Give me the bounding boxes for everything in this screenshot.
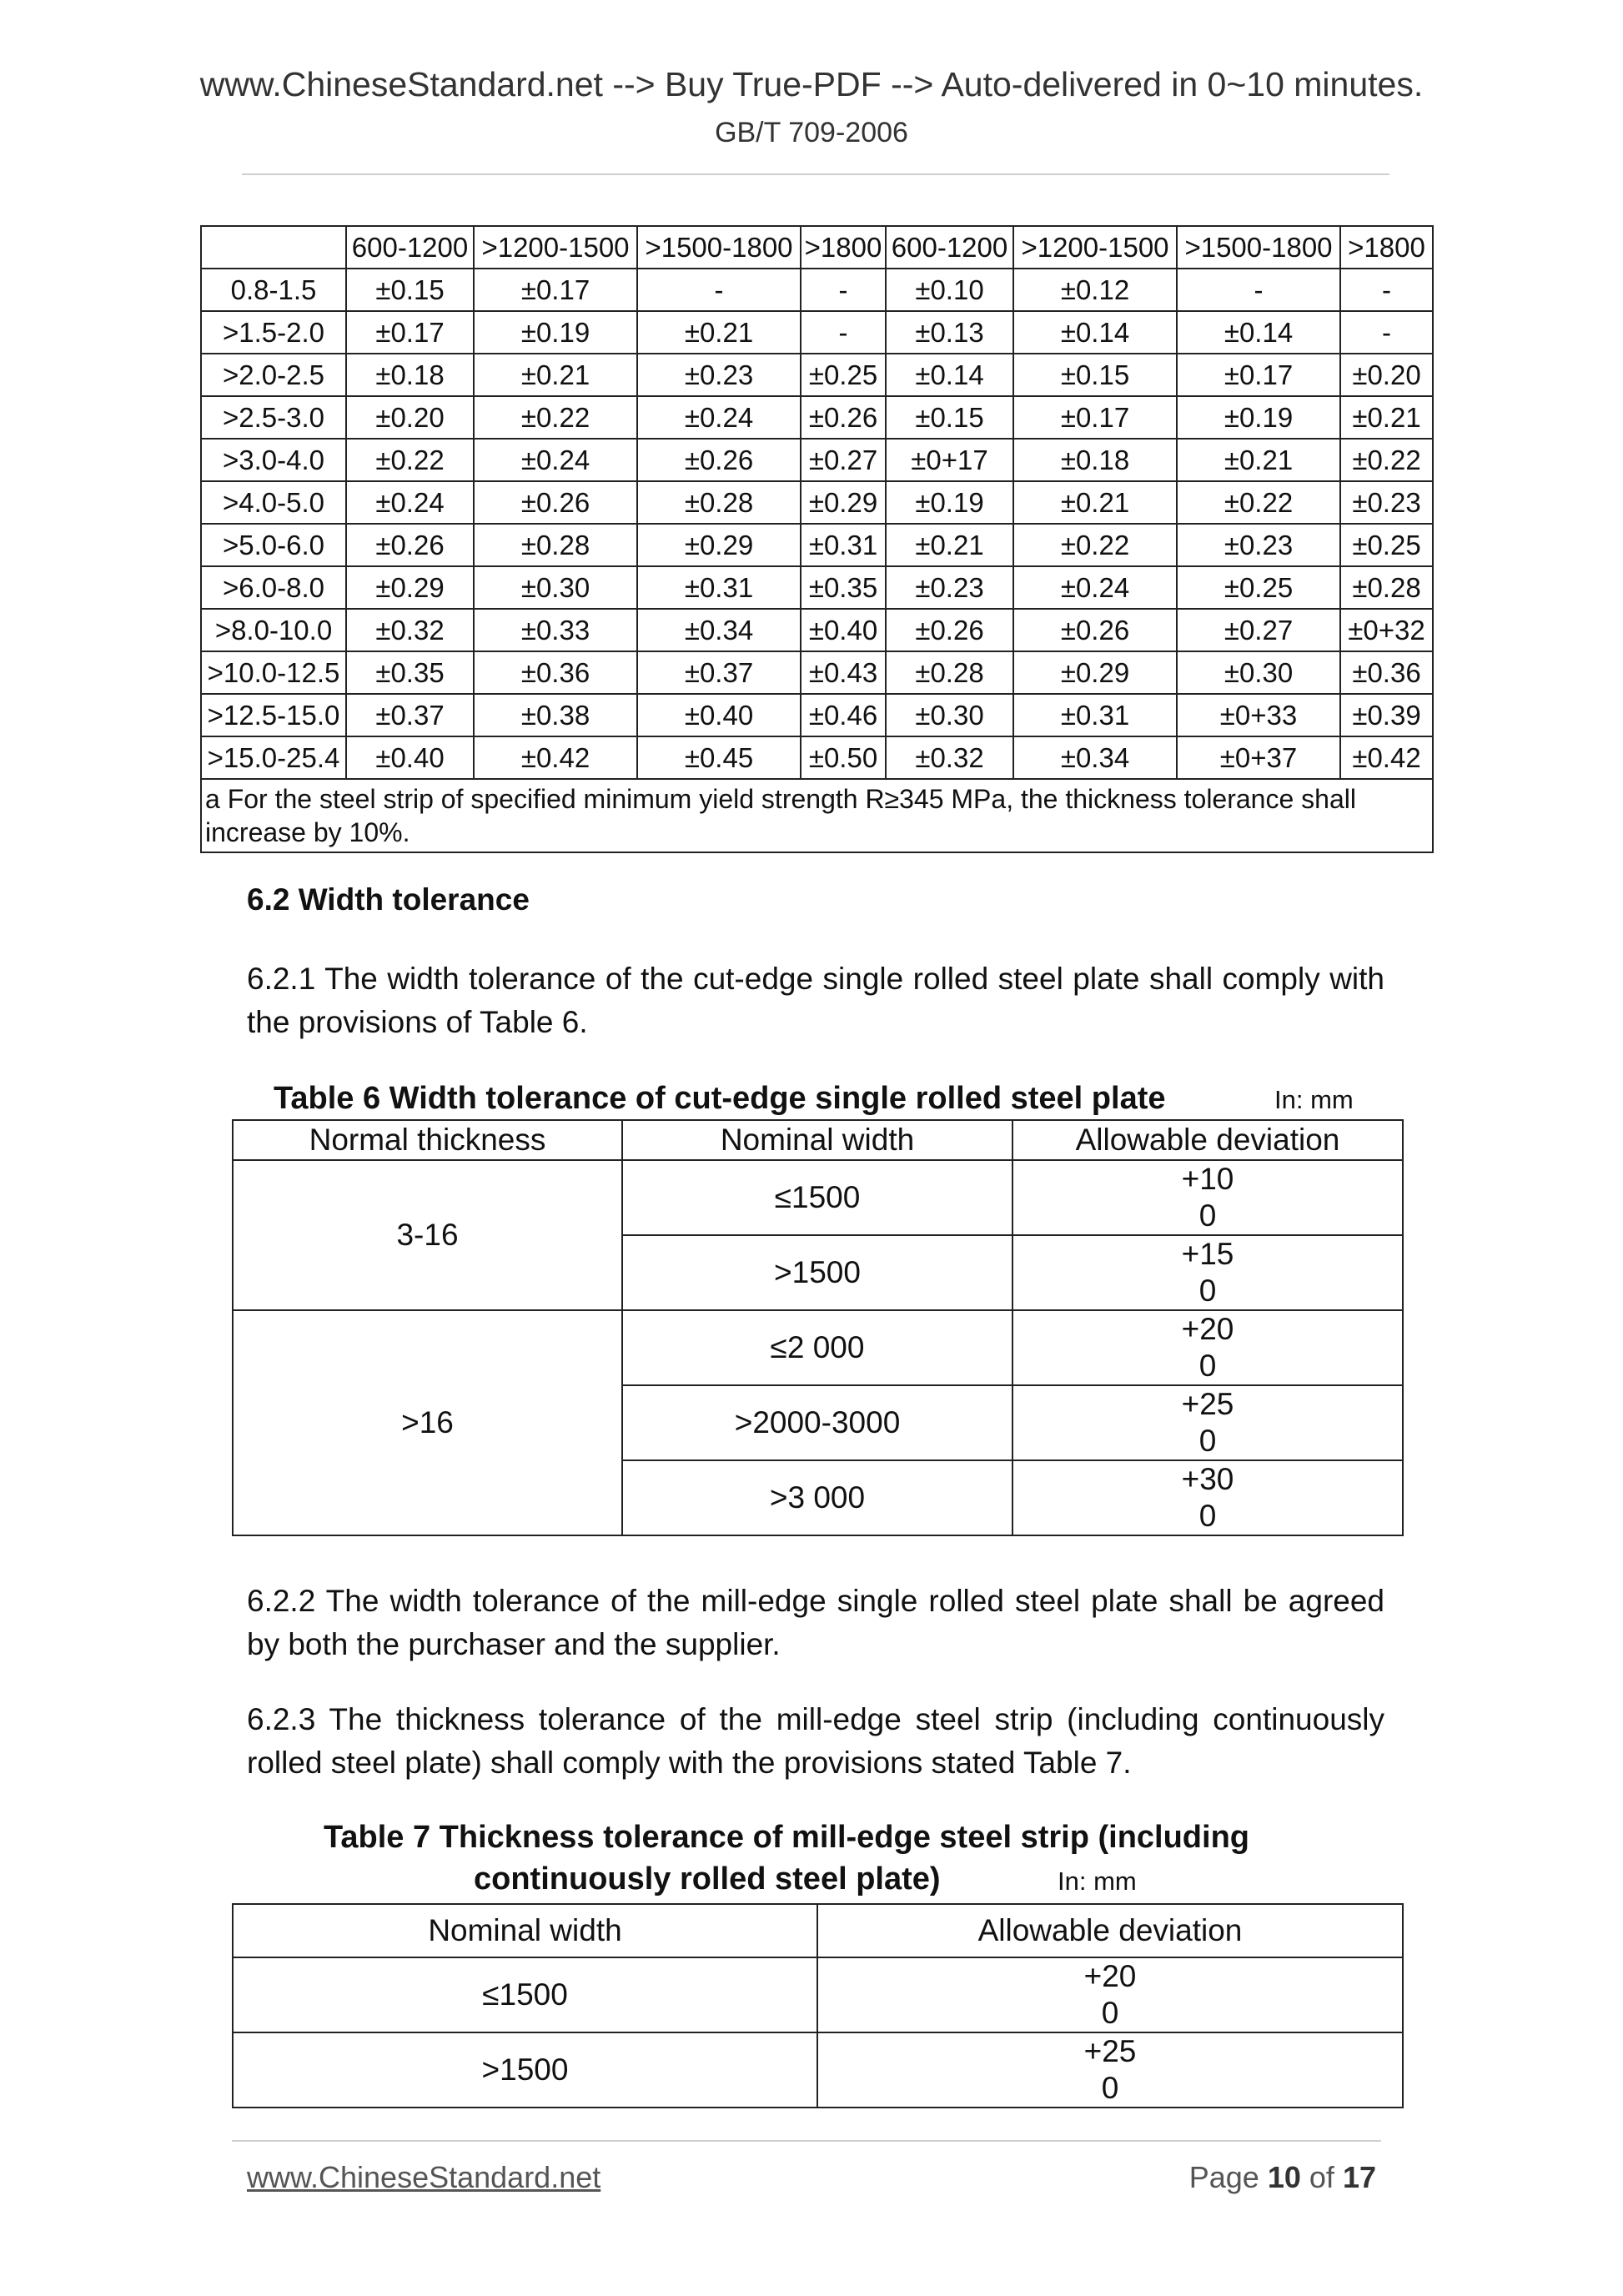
width-tolerance-table bbox=[232, 1119, 1404, 1536]
tolerance-cell: ±0.35 bbox=[346, 651, 474, 694]
column-header: >1800 bbox=[1340, 226, 1433, 269]
width-cell: >1500 bbox=[233, 2032, 817, 2108]
tolerance-cell: ±0.42 bbox=[1340, 736, 1433, 779]
tolerance-cell: ±0.29 bbox=[1013, 651, 1177, 694]
footer-site-link[interactable]: www.ChineseStandard.net bbox=[247, 2160, 601, 2194]
lower-deviation: 0 bbox=[1198, 1198, 1217, 1233]
thickness-range-cell: 0.8-1.5 bbox=[201, 269, 346, 311]
tolerance-cell: ±0.26 bbox=[637, 439, 801, 481]
deviation-cell bbox=[817, 1957, 1403, 2032]
table-row bbox=[201, 524, 1433, 566]
tolerance-cell: ±0.25 bbox=[801, 354, 886, 396]
tolerance-cell: ±0.26 bbox=[801, 396, 886, 439]
tolerance-cell: ±0.27 bbox=[801, 439, 886, 481]
tolerance-cell: ±0.21 bbox=[886, 524, 1013, 566]
tolerance-cell: ±0.35 bbox=[801, 566, 886, 609]
thickness-range-cell: >4.0-5.0 bbox=[201, 481, 346, 524]
upper-deviation: +10 bbox=[1181, 1162, 1234, 1196]
tolerance-cell: - bbox=[801, 311, 886, 354]
tolerance-cell: ±0.13 bbox=[886, 311, 1013, 354]
column-header bbox=[201, 226, 346, 269]
table-row bbox=[201, 481, 1433, 524]
column-header: 600-1200 bbox=[346, 226, 474, 269]
tolerance-cell: ±0.40 bbox=[637, 694, 801, 736]
tolerance-cell: ±0.22 bbox=[346, 439, 474, 481]
lower-deviation: 0 bbox=[1198, 1499, 1217, 1533]
tolerance-cell: ±0.23 bbox=[1340, 481, 1433, 524]
tolerance-cell: ±0.25 bbox=[1177, 566, 1340, 609]
tolerance-cell: ±0.15 bbox=[886, 396, 1013, 439]
tolerance-cell: ±0.27 bbox=[1177, 609, 1340, 651]
lower-deviation: 0 bbox=[1198, 1424, 1217, 1458]
column-header: >1500-1800 bbox=[1177, 226, 1340, 269]
tolerance-cell: ±0.20 bbox=[346, 396, 474, 439]
tolerance-cell: - bbox=[1177, 269, 1340, 311]
thickness-range-cell: >6.0-8.0 bbox=[201, 566, 346, 609]
tolerance-cell: ±0+17 bbox=[886, 439, 1013, 481]
deviation-cell bbox=[1012, 1160, 1403, 1235]
thickness-range-cell: >12.5-15.0 bbox=[201, 694, 346, 736]
tolerance-cell: ±0.17 bbox=[1177, 354, 1340, 396]
tolerance-cell: ±0.29 bbox=[346, 566, 474, 609]
tolerance-cell: ±0.24 bbox=[474, 439, 637, 481]
tolerance-cell: ±0.26 bbox=[346, 524, 474, 566]
deviation-cell bbox=[817, 2032, 1403, 2108]
thickness-tolerance-table bbox=[200, 225, 1434, 853]
tolerance-cell: ±0+32 bbox=[1340, 609, 1433, 651]
tolerance-cell: ±0.21 bbox=[474, 354, 637, 396]
tolerance-cell: ±0.45 bbox=[637, 736, 801, 779]
table-7-title-line1: Table 7 Thickness tolerance of mill-edge steel strip (including bbox=[324, 1820, 1249, 1855]
column-header: Normal thickness bbox=[233, 1120, 622, 1160]
tolerance-cell: ±0.37 bbox=[346, 694, 474, 736]
upper-deviation: +20 bbox=[1181, 1312, 1234, 1346]
tolerance-cell: ±0.10 bbox=[886, 269, 1013, 311]
lower-deviation: 0 bbox=[1198, 1274, 1217, 1308]
width-cell: >2000-3000 bbox=[622, 1385, 1012, 1460]
tolerance-cell: ±0.26 bbox=[886, 609, 1013, 651]
tolerance-cell: - bbox=[801, 269, 886, 311]
tolerance-cell: ±0.22 bbox=[1177, 481, 1340, 524]
thickness-range-cell: >8.0-10.0 bbox=[201, 609, 346, 651]
tolerance-cell: ±0.19 bbox=[886, 481, 1013, 524]
paragraph-6-2-1: 6.2.1 The width tolerance of the cut-edge single rolled steel plate shall comply with the provisions of Table 6. bbox=[247, 962, 1384, 1039]
deviation-cell bbox=[1012, 1235, 1403, 1310]
tolerance-cell: ±0.46 bbox=[801, 694, 886, 736]
column-header: >1200-1500 bbox=[474, 226, 637, 269]
upper-deviation: +25 bbox=[1083, 2034, 1137, 2068]
table-6-unit: In: mm bbox=[1274, 1085, 1354, 1114]
tolerance-cell: ±0.21 bbox=[1340, 396, 1433, 439]
tolerance-cell: ±0.38 bbox=[474, 694, 637, 736]
tolerance-cell: ±0+33 bbox=[1177, 694, 1340, 736]
tolerance-cell: ±0.36 bbox=[1340, 651, 1433, 694]
deviation-cell bbox=[1012, 1460, 1403, 1535]
tolerance-cell: ±0.15 bbox=[1013, 354, 1177, 396]
tolerance-cell: ±0.24 bbox=[637, 396, 801, 439]
tolerance-cell: ±0.17 bbox=[1013, 396, 1177, 439]
header-divider bbox=[242, 173, 1389, 175]
page-label: Page bbox=[1188, 2160, 1259, 2194]
tolerance-cell: ±0.24 bbox=[346, 481, 474, 524]
tolerance-cell: ±0.22 bbox=[474, 396, 637, 439]
tolerance-cell: ±0.40 bbox=[346, 736, 474, 779]
tolerance-cell: ±0.17 bbox=[474, 269, 637, 311]
section-heading: 6.2 Width tolerance bbox=[247, 882, 530, 917]
table-row bbox=[201, 566, 1433, 609]
footer-divider bbox=[232, 2140, 1381, 2142]
width-cell: >1500 bbox=[622, 1235, 1012, 1310]
table-row bbox=[201, 651, 1433, 694]
thickness-range-cell: >5.0-6.0 bbox=[201, 524, 346, 566]
table-row bbox=[233, 1160, 1403, 1235]
upper-deviation: +30 bbox=[1181, 1462, 1234, 1496]
thickness-range-cell: >2.5-3.0 bbox=[201, 396, 346, 439]
column-header: Allowable deviation bbox=[817, 1904, 1403, 1957]
tolerance-cell: ±0.28 bbox=[886, 651, 1013, 694]
tolerance-cell: ±0.31 bbox=[801, 524, 886, 566]
mill-edge-tolerance-table bbox=[232, 1903, 1404, 2108]
lower-deviation: 0 bbox=[1101, 2071, 1119, 2105]
table-6-title: Table 6 Width tolerance of cut-edge single rolled steel plate bbox=[274, 1081, 1166, 1116]
thickness-range-cell: >15.0-25.4 bbox=[201, 736, 346, 779]
column-header: >1800 bbox=[801, 226, 886, 269]
tolerance-cell: ±0.21 bbox=[1013, 481, 1177, 524]
thickness-cell: 3-16 bbox=[233, 1160, 622, 1310]
tolerance-cell: ±0.34 bbox=[637, 609, 801, 651]
table-row bbox=[201, 269, 1433, 311]
upper-deviation: +15 bbox=[1181, 1237, 1234, 1271]
tolerance-cell: ±0.23 bbox=[637, 354, 801, 396]
paragraph-6-2-3: 6.2.3 The thickness tolerance of the mill-edge steel strip (including continuously rolled steel plate) shall comply with the provisions stated Table 7. bbox=[247, 1702, 1384, 1780]
header-banner-text: www.ChineseStandard.net --> Buy True-PDF --> Auto-delivered in 0~10 minutes. bbox=[199, 65, 1424, 103]
table-7-unit: In: mm bbox=[1058, 1866, 1137, 1896]
table-row bbox=[233, 1310, 1403, 1385]
thickness-range-cell: >2.0-2.5 bbox=[201, 354, 346, 396]
tolerance-cell: ±0.50 bbox=[801, 736, 886, 779]
page-of-label: of bbox=[1309, 2160, 1334, 2194]
tolerance-cell: ±0.21 bbox=[1177, 439, 1340, 481]
tolerance-cell: ±0.22 bbox=[1013, 524, 1177, 566]
lower-deviation: 0 bbox=[1198, 1349, 1217, 1383]
upper-deviation: +20 bbox=[1083, 1959, 1137, 1993]
tolerance-cell: ±0.14 bbox=[1013, 311, 1177, 354]
table-row bbox=[201, 439, 1433, 481]
page-total: 17 bbox=[1342, 2160, 1376, 2194]
column-header: Nominal width bbox=[622, 1120, 1012, 1160]
tolerance-cell: ±0.18 bbox=[1013, 439, 1177, 481]
page-current: 10 bbox=[1267, 2160, 1301, 2194]
tolerance-cell: ±0.28 bbox=[1340, 566, 1433, 609]
tolerance-cell: ±0.17 bbox=[346, 311, 474, 354]
tolerance-cell: ±0.22 bbox=[1340, 439, 1433, 481]
paragraph-6-2-2: 6.2.2 The width tolerance of the mill-edge single rolled steel plate shall be agreed by both the purchaser and the supplier. bbox=[247, 1584, 1384, 1661]
tolerance-cell: ±0.33 bbox=[474, 609, 637, 651]
tolerance-cell: ±0.36 bbox=[474, 651, 637, 694]
tolerance-cell: ±0.26 bbox=[474, 481, 637, 524]
tolerance-cell: ±0.28 bbox=[637, 481, 801, 524]
tolerance-cell: ±0.20 bbox=[1340, 354, 1433, 396]
tolerance-cell: ±0.31 bbox=[637, 566, 801, 609]
tolerance-cell: ±0.30 bbox=[1177, 651, 1340, 694]
tolerance-cell: ±0.25 bbox=[1340, 524, 1433, 566]
width-cell: ≤2 000 bbox=[622, 1310, 1012, 1385]
tolerance-cell: ±0.14 bbox=[886, 354, 1013, 396]
lower-deviation: 0 bbox=[1101, 1996, 1119, 2030]
tolerance-cell: ±0.19 bbox=[1177, 396, 1340, 439]
tolerance-cell: ±0.29 bbox=[637, 524, 801, 566]
tolerance-cell: ±0.14 bbox=[1177, 311, 1340, 354]
tolerance-cell: ±0.30 bbox=[474, 566, 637, 609]
table-row bbox=[201, 694, 1433, 736]
tolerance-cell: ±0.23 bbox=[1177, 524, 1340, 566]
page-indicator bbox=[1189, 2160, 1376, 2195]
width-cell: ≤1500 bbox=[233, 1957, 817, 2032]
tolerance-cell: - bbox=[1340, 269, 1433, 311]
tolerance-cell: ±0.19 bbox=[474, 311, 637, 354]
tolerance-cell: ±0.42 bbox=[474, 736, 637, 779]
deviation-cell bbox=[1012, 1385, 1403, 1460]
tolerance-cell: ±0.12 bbox=[1013, 269, 1177, 311]
tolerance-cell: ±0.15 bbox=[346, 269, 474, 311]
tolerance-cell: ±0.34 bbox=[1013, 736, 1177, 779]
width-cell: ≤1500 bbox=[622, 1160, 1012, 1235]
table-footnote: a For the steel strip of specified minimum yield strength R≥345 MPa, the thickness tolerance shall increase by 10%. bbox=[201, 779, 1433, 852]
thickness-range-cell: >3.0-4.0 bbox=[201, 439, 346, 481]
table-row bbox=[201, 311, 1433, 354]
tolerance-cell: ±0.26 bbox=[1013, 609, 1177, 651]
tolerance-cell: ±0.18 bbox=[346, 354, 474, 396]
tolerance-cell: - bbox=[637, 269, 801, 311]
deviation-cell bbox=[1012, 1310, 1403, 1385]
width-cell: >3 000 bbox=[622, 1460, 1012, 1535]
tolerance-cell: ±0.39 bbox=[1340, 694, 1433, 736]
tolerance-cell: ±0.37 bbox=[637, 651, 801, 694]
thickness-range-cell: >1.5-2.0 bbox=[201, 311, 346, 354]
column-header: Allowable deviation bbox=[1012, 1120, 1403, 1160]
column-header: >1500-1800 bbox=[637, 226, 801, 269]
column-header: Nominal width bbox=[233, 1904, 817, 1957]
table-row bbox=[233, 1957, 1403, 2032]
tolerance-cell: - bbox=[1340, 311, 1433, 354]
column-header: 600-1200 bbox=[886, 226, 1013, 269]
tolerance-cell: ±0.43 bbox=[801, 651, 886, 694]
thickness-range-cell: >10.0-12.5 bbox=[201, 651, 346, 694]
table-row bbox=[201, 609, 1433, 651]
tolerance-cell: ±0.28 bbox=[474, 524, 637, 566]
upper-deviation: +25 bbox=[1181, 1387, 1234, 1421]
tolerance-cell: ±0.23 bbox=[886, 566, 1013, 609]
tolerance-cell: ±0.30 bbox=[886, 694, 1013, 736]
column-header: >1200-1500 bbox=[1013, 226, 1177, 269]
table-7-title-line2: continuously rolled steel plate) bbox=[474, 1861, 941, 1897]
table-row bbox=[201, 396, 1433, 439]
tolerance-cell: ±0+37 bbox=[1177, 736, 1340, 779]
standard-number: GB/T 709-2006 bbox=[715, 117, 908, 148]
table-row bbox=[233, 2032, 1403, 2108]
tolerance-cell: ±0.32 bbox=[346, 609, 474, 651]
tolerance-cell: ±0.31 bbox=[1013, 694, 1177, 736]
tolerance-cell: ±0.40 bbox=[801, 609, 886, 651]
table-row bbox=[201, 736, 1433, 779]
tolerance-cell: ±0.24 bbox=[1013, 566, 1177, 609]
table-row bbox=[201, 354, 1433, 396]
tolerance-cell: ±0.32 bbox=[886, 736, 1013, 779]
tolerance-cell: ±0.21 bbox=[637, 311, 801, 354]
tolerance-cell: ±0.29 bbox=[801, 481, 886, 524]
thickness-cell: >16 bbox=[233, 1310, 622, 1535]
